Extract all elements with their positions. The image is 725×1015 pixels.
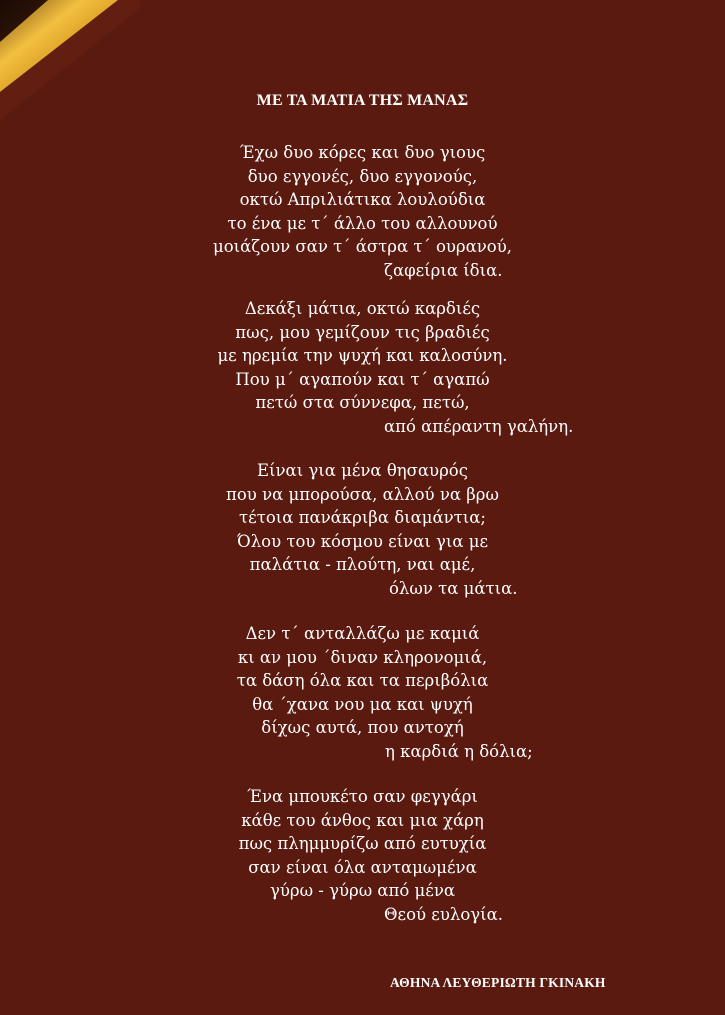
stanza-line: Δεν τ΄ ανταλλάζω με καμιά (245, 624, 480, 643)
stanza-line: που να μπορούσα, αλλού να βρω (226, 484, 499, 504)
stanza-line: κάθε του άνθος και μια χάρη (241, 810, 484, 830)
stanza-1 (0, 141, 725, 282)
stanza-last-line: ζαφείρια ίδια. (384, 260, 503, 280)
stanza-line: θα ΄χανα νου μα και ψυχή (252, 694, 473, 714)
stanza-line: πως πλημμυρίζω από ευτυχία (238, 834, 487, 853)
poem-title: ΜΕ ΤΑ ΜΑΤΙΑ ΤΗΣ ΜΑΝΑΣ (256, 92, 469, 109)
stanza-last-line: η καρδιά η δόλια; (385, 741, 533, 761)
stanza-line: παλάτια - πλούτη, ναι αμέ, (249, 555, 476, 574)
stanza-line: δίχως αυτά, που αντοχή (261, 718, 464, 737)
stanza-4 (0, 622, 725, 763)
stanza-line: πως, μου γεμίζουν τις βραδιές (235, 322, 490, 342)
stanza-line: πετώ στα σύννεφα, πετώ, (255, 393, 470, 412)
stanza-2 (0, 297, 725, 438)
stanza-line: μοιάζουν σαν τ΄ άστρα τ΄ ουρανού, (212, 237, 513, 256)
stanza-line: Όλου του κόσμου είναι για με (236, 531, 489, 551)
stanza-line: Έχω δυο κόρες και δυο γιους (239, 143, 486, 162)
stanza-line: σαν είναι όλα ανταμωμένα (248, 857, 477, 877)
stanza-3 (0, 459, 725, 600)
stanza-line: Ένα μπουκέτο σαν φεγγάρι (247, 787, 478, 806)
stanza-line: γύρω - γύρω από μένα (269, 881, 455, 900)
stanza-last-line: Θεού ευλογία. (384, 904, 503, 924)
stanza-line: Είναι για μένα θησαυρός (257, 461, 468, 480)
stanza-last-line: όλων τα μάτια. (389, 578, 518, 598)
stanza-line: δυο εγγονές, δυο εγγονούς, (247, 166, 478, 186)
stanza-line: οκτώ Απριλιάτικα λουλούδια (239, 190, 486, 209)
author-name: ΑΘΗΝΑ ΛΕΥΘΕΡΙΩΤΗ ΓΚΙΝΑΚΗ (390, 975, 606, 990)
stanza-line: τέτοια πανάκριβα διαμάντια; (239, 508, 486, 527)
stanza-last-line: από απέραντη γαλήνη. (384, 416, 574, 436)
stanza-line: με ηρεμία την ψυχή και καλοσύνη. (217, 346, 508, 365)
stanza-line: Που μ΄ αγαπούν και τ΄ αγαπώ (235, 369, 490, 389)
stanza-line: κι αν μου ΄διναν κληρονομιά, (237, 647, 488, 667)
stanza-line: το ένα με τ΄ άλλο του αλλουνού (227, 213, 498, 233)
stanza-5 (0, 785, 725, 926)
stanza-line: τα δάση όλα και τα περιβόλια (236, 671, 489, 690)
stanza-line: Δεκάξι μάτια, οκτώ καρδιές (244, 299, 481, 318)
